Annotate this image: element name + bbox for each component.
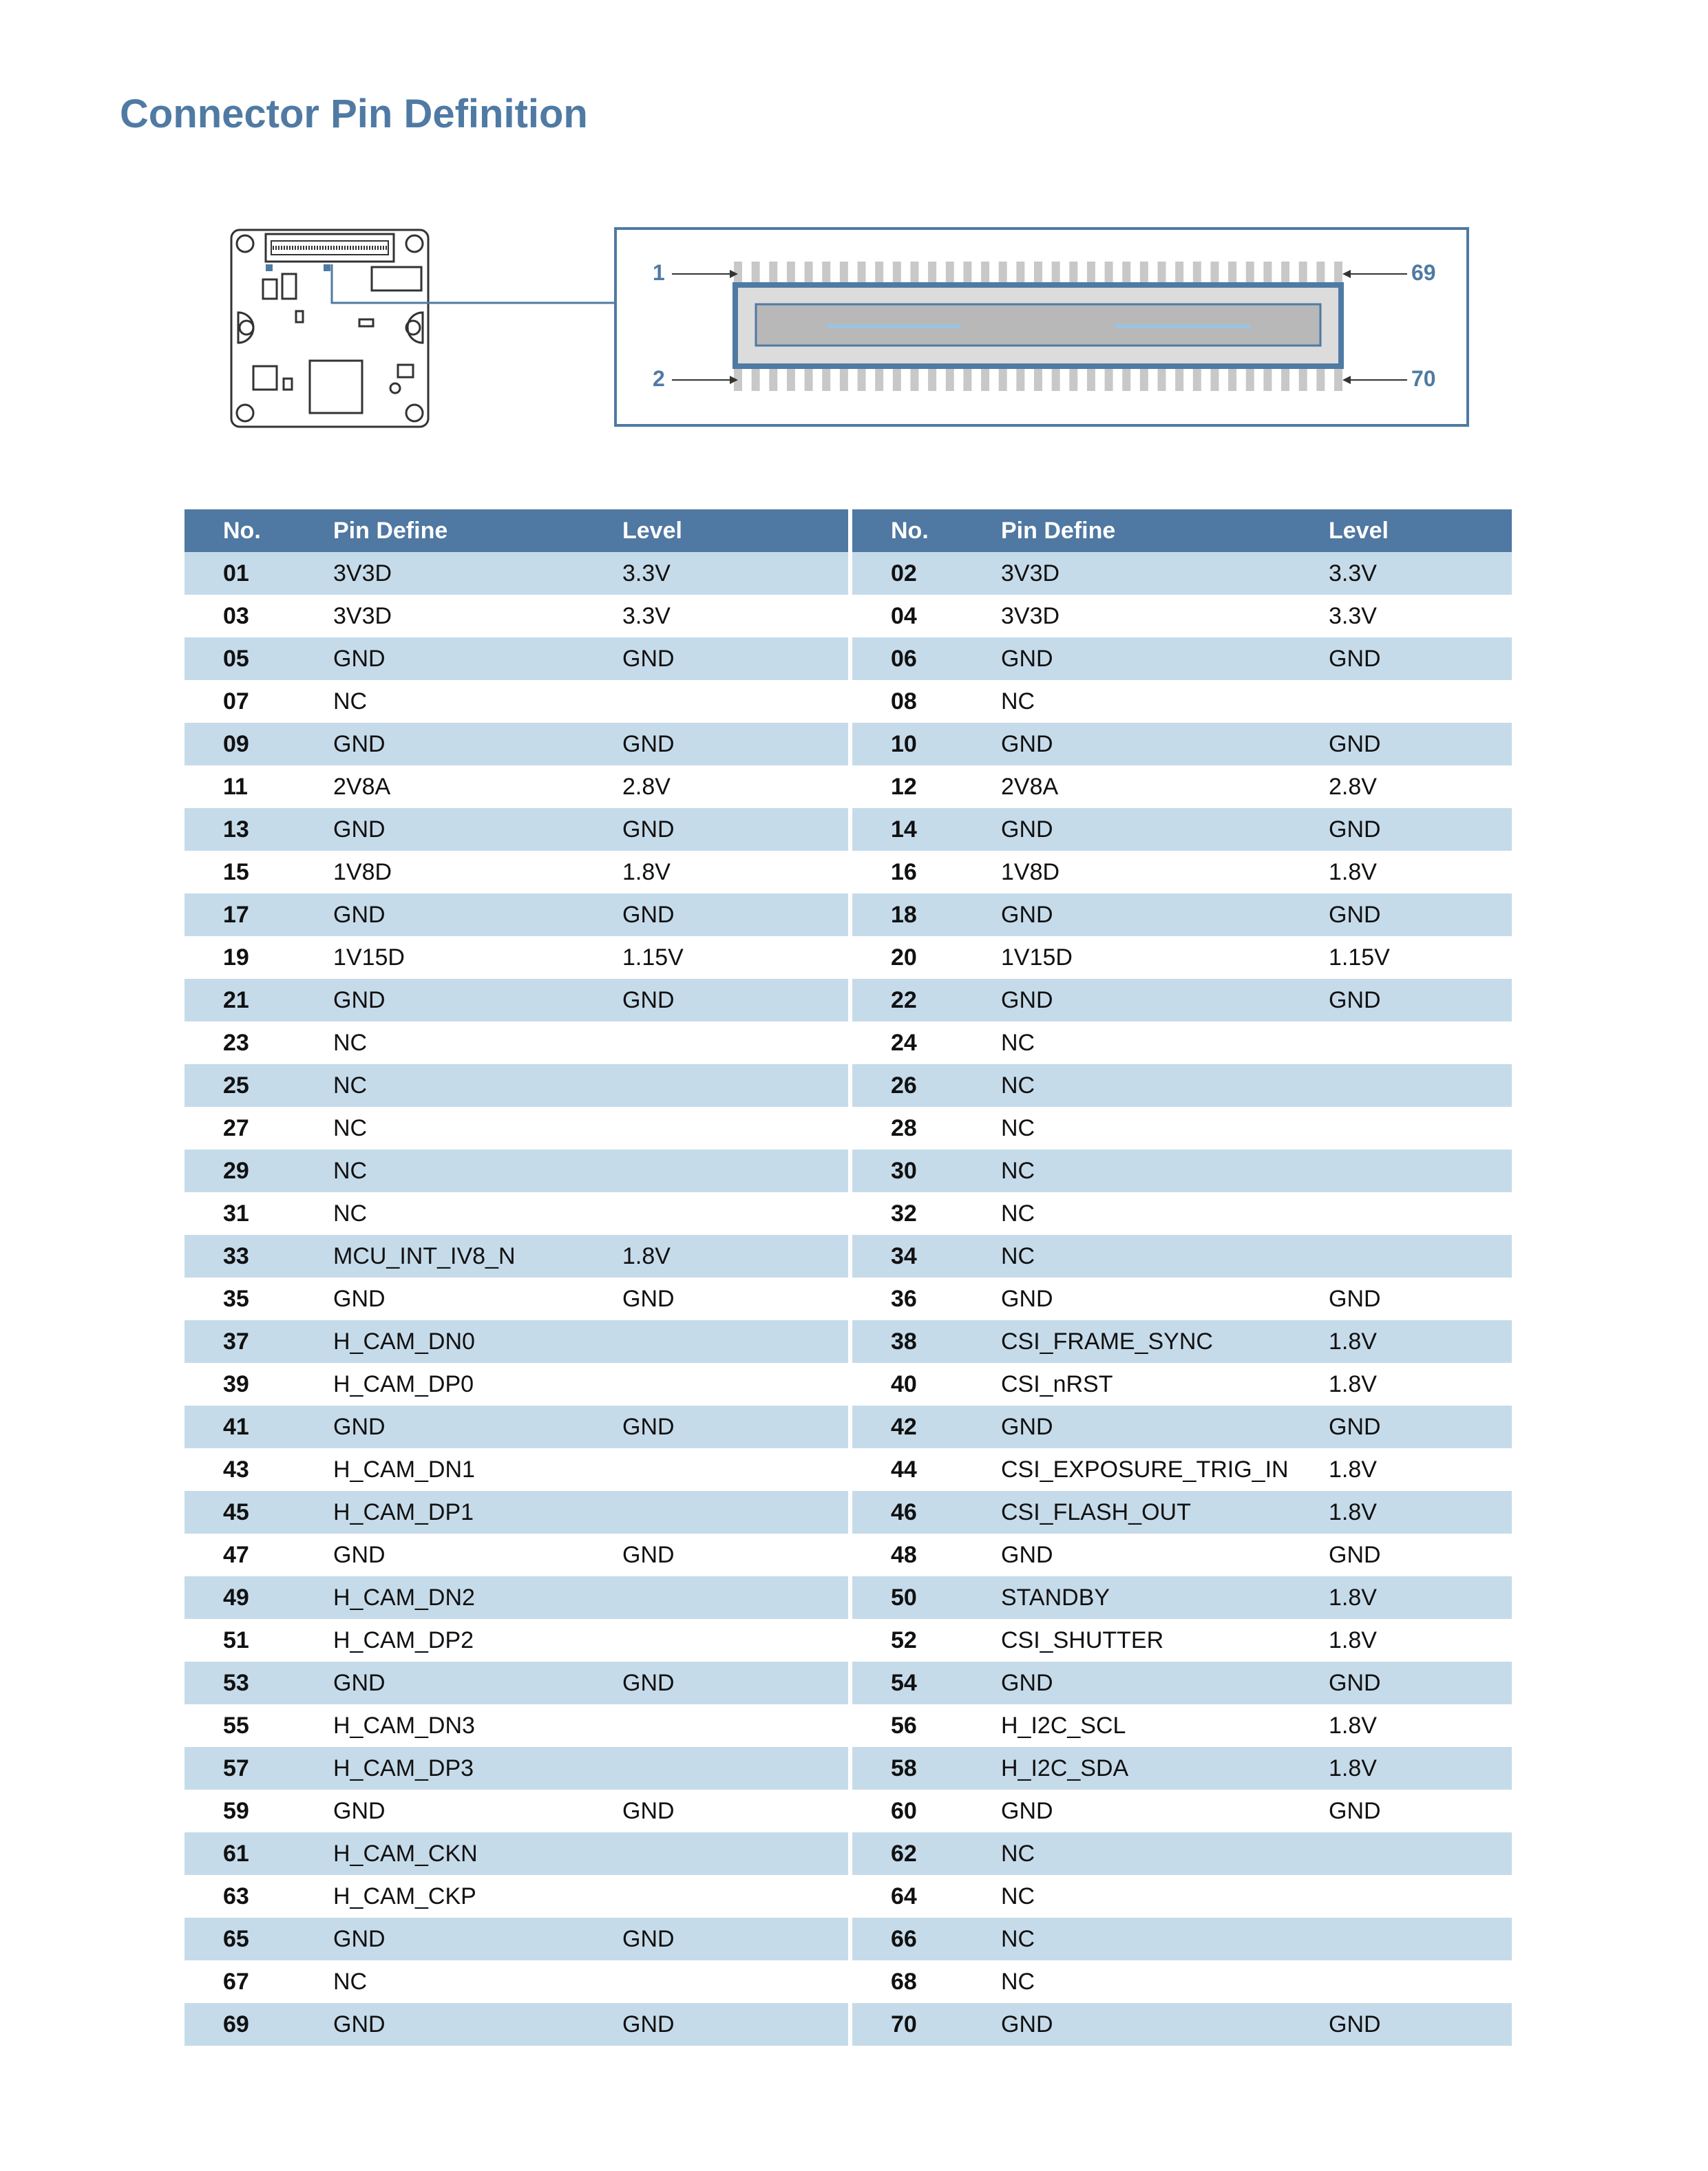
table-row bbox=[184, 1491, 1512, 1534]
pin-level-right: 1.8V bbox=[1329, 1448, 1512, 1491]
pin-level-right: 1.8V bbox=[1329, 1576, 1512, 1619]
table-row bbox=[184, 1704, 1512, 1747]
pin-definition-table bbox=[184, 509, 1512, 2046]
pin-define-right: CSI_FLASH_OUT bbox=[1001, 1491, 1329, 1534]
pin-number-left: 11 bbox=[184, 765, 333, 808]
header-pin-define-left: Pin Define bbox=[333, 509, 622, 552]
pin-level-left bbox=[622, 1064, 848, 1107]
pin-number-left: 51 bbox=[184, 1619, 333, 1662]
pin-define-right: NC bbox=[1001, 1875, 1329, 1918]
pin-define-left: H_CAM_CKN bbox=[333, 1832, 622, 1875]
pin-number-left: 45 bbox=[184, 1491, 333, 1534]
pin-level-right: 1.8V bbox=[1329, 1747, 1512, 1790]
connector-pin bbox=[752, 366, 760, 391]
pin-level-right: GND bbox=[1329, 1534, 1512, 1576]
table-row bbox=[184, 1363, 1512, 1406]
pin-level-left: GND bbox=[622, 2003, 848, 2046]
pin-level-right: GND bbox=[1329, 893, 1512, 936]
table-row bbox=[184, 936, 1512, 979]
connector-pin bbox=[840, 366, 848, 391]
pin-number-right: 28 bbox=[852, 1107, 1001, 1150]
pin-number-left: 43 bbox=[184, 1448, 333, 1491]
pin-level-right: 1.8V bbox=[1329, 1491, 1512, 1534]
pin-number-right: 18 bbox=[852, 893, 1001, 936]
pin-define-left: NC bbox=[333, 1021, 622, 1064]
pin-define-left: GND bbox=[333, 2003, 622, 2046]
pin-number-right: 40 bbox=[852, 1363, 1001, 1406]
pin-level-right bbox=[1329, 1021, 1512, 1064]
pin-number-right: 36 bbox=[852, 1278, 1001, 1320]
pin-number-left: 03 bbox=[184, 595, 333, 637]
pin-define-left: GND bbox=[333, 808, 622, 851]
pin-level-left bbox=[622, 1832, 848, 1875]
connector-detail-diagram bbox=[617, 230, 1466, 424]
pin-define-right: NC bbox=[1001, 680, 1329, 723]
pin-1-label: 1 bbox=[653, 260, 665, 285]
connector-pin bbox=[1246, 366, 1254, 391]
table-row bbox=[184, 1448, 1512, 1491]
pin-define-right: GND bbox=[1001, 979, 1329, 1021]
connector-pin bbox=[1034, 366, 1042, 391]
pin-define-right: GND bbox=[1001, 637, 1329, 680]
table-row bbox=[184, 637, 1512, 680]
table-row bbox=[184, 1619, 1512, 1662]
pin-number-left: 01 bbox=[184, 552, 333, 595]
pin-define-left: GND bbox=[333, 723, 622, 765]
pin-level-right bbox=[1329, 1064, 1512, 1107]
pin-number-right: 38 bbox=[852, 1320, 1001, 1363]
pin-number-left: 17 bbox=[184, 893, 333, 936]
pin-level-right bbox=[1329, 680, 1512, 723]
pin-define-left: NC bbox=[333, 1192, 622, 1235]
pin-number-right: 08 bbox=[852, 680, 1001, 723]
connector-pin bbox=[1281, 366, 1289, 391]
pin-level-left: 1.8V bbox=[622, 1235, 848, 1278]
connector-pin bbox=[875, 366, 883, 391]
pin-number-left: 25 bbox=[184, 1064, 333, 1107]
pin-define-right: GND bbox=[1001, 2003, 1329, 2046]
table-row bbox=[184, 1662, 1512, 1704]
pin-level-right bbox=[1329, 1107, 1512, 1150]
pin-number-left: 57 bbox=[184, 1747, 333, 1790]
pin-number-left: 13 bbox=[184, 808, 333, 851]
pin-level-left bbox=[622, 1363, 848, 1406]
pin-level-left: 2.8V bbox=[622, 765, 848, 808]
pin-level-left: GND bbox=[622, 808, 848, 851]
pin-define-left: GND bbox=[333, 1662, 622, 1704]
pin-level-right: GND bbox=[1329, 1406, 1512, 1448]
pin-level-right bbox=[1329, 1235, 1512, 1278]
connector-pin bbox=[981, 366, 989, 391]
connector-pins-bottom bbox=[734, 366, 1342, 391]
pin-define-right: 3V3D bbox=[1001, 552, 1329, 595]
pin-define-left: H_CAM_DN1 bbox=[333, 1448, 622, 1491]
pin-define-left: 2V8A bbox=[333, 765, 622, 808]
pin-level-left: GND bbox=[622, 637, 848, 680]
pin-number-left: 39 bbox=[184, 1363, 333, 1406]
connector-callout bbox=[614, 227, 1469, 427]
pin-level-right: GND bbox=[1329, 637, 1512, 680]
table-row bbox=[184, 680, 1512, 723]
pin-level-left bbox=[622, 1491, 848, 1534]
pin-number-left: 15 bbox=[184, 851, 333, 893]
pin-number-left: 29 bbox=[184, 1150, 333, 1192]
table-row bbox=[184, 808, 1512, 851]
pin-level-left: GND bbox=[622, 893, 848, 936]
table-row bbox=[184, 1406, 1512, 1448]
pin-level-left: 1.8V bbox=[622, 851, 848, 893]
connector-pin bbox=[822, 366, 830, 391]
pin-define-right: NC bbox=[1001, 1235, 1329, 1278]
pin-number-right: 12 bbox=[852, 765, 1001, 808]
pin-number-right: 22 bbox=[852, 979, 1001, 1021]
connector-pin bbox=[1069, 366, 1077, 391]
connector-pin bbox=[1228, 366, 1236, 391]
pin-level-right: GND bbox=[1329, 1662, 1512, 1704]
pin-number-left: 33 bbox=[184, 1235, 333, 1278]
connector-pin bbox=[787, 366, 795, 391]
table-row bbox=[184, 552, 1512, 595]
pin-level-left bbox=[622, 1320, 848, 1363]
pin-number-left: 23 bbox=[184, 1021, 333, 1064]
pin-number-left: 05 bbox=[184, 637, 333, 680]
pin-level-right: 1.15V bbox=[1329, 936, 1512, 979]
pin-number-left: 07 bbox=[184, 680, 333, 723]
header-no-right: No. bbox=[852, 509, 1001, 552]
header-no-left: No. bbox=[184, 509, 333, 552]
pin-number-right: 48 bbox=[852, 1534, 1001, 1576]
pin-number-right: 70 bbox=[852, 2003, 1001, 2046]
pin-number-right: 44 bbox=[852, 1448, 1001, 1491]
connector-pin bbox=[1158, 366, 1166, 391]
pin-number-right: 26 bbox=[852, 1064, 1001, 1107]
connector-pin bbox=[858, 366, 866, 391]
pin-level-left: GND bbox=[622, 1406, 848, 1448]
connector-pin bbox=[893, 366, 901, 391]
pin-number-left: 49 bbox=[184, 1576, 333, 1619]
table-row bbox=[184, 851, 1512, 893]
pin-number-right: 24 bbox=[852, 1021, 1001, 1064]
pin-number-left: 59 bbox=[184, 1790, 333, 1832]
pin-level-left: 1.15V bbox=[622, 936, 848, 979]
pin-define-right: GND bbox=[1001, 808, 1329, 851]
pin-level-right bbox=[1329, 1960, 1512, 2003]
pin-number-left: 67 bbox=[184, 1960, 333, 2003]
pin-define-right: CSI_SHUTTER bbox=[1001, 1619, 1329, 1662]
pin-number-right: 04 bbox=[852, 595, 1001, 637]
pin-number-left: 19 bbox=[184, 936, 333, 979]
pin-define-left: H_CAM_DN3 bbox=[333, 1704, 622, 1747]
pin-define-left: H_CAM_DP3 bbox=[333, 1747, 622, 1790]
pin-define-right: NC bbox=[1001, 1107, 1329, 1150]
pin-level-left bbox=[622, 680, 848, 723]
pin-number-left: 37 bbox=[184, 1320, 333, 1363]
pin-level-left: GND bbox=[622, 1918, 848, 1960]
table-row bbox=[184, 1235, 1512, 1278]
pin-define-right: GND bbox=[1001, 1278, 1329, 1320]
pin-define-right: H_I2C_SDA bbox=[1001, 1747, 1329, 1790]
pin-level-right: GND bbox=[1329, 1278, 1512, 1320]
table-row bbox=[184, 1960, 1512, 2003]
pin-define-left: H_CAM_DP0 bbox=[333, 1363, 622, 1406]
pin-define-right: CSI_EXPOSURE_TRIG_IN bbox=[1001, 1448, 1329, 1491]
pin-define-left: NC bbox=[333, 1150, 622, 1192]
pin-number-left: 69 bbox=[184, 2003, 333, 2046]
pin-level-right bbox=[1329, 1150, 1512, 1192]
table-row bbox=[184, 1918, 1512, 1960]
pin-define-left: GND bbox=[333, 1278, 622, 1320]
pin-level-left bbox=[622, 1960, 848, 2003]
pin-number-right: 34 bbox=[852, 1235, 1001, 1278]
table-row bbox=[184, 1278, 1512, 1320]
table-row bbox=[184, 1107, 1512, 1150]
table-row bbox=[184, 595, 1512, 637]
pin-level-right: 3.3V bbox=[1329, 595, 1512, 637]
pin-define-right: H_I2C_SCL bbox=[1001, 1704, 1329, 1747]
pin-number-left: 21 bbox=[184, 979, 333, 1021]
pin-number-right: 68 bbox=[852, 1960, 1001, 2003]
header-level-right: Level bbox=[1329, 509, 1512, 552]
pin-number-right: 60 bbox=[852, 1790, 1001, 1832]
pin-69-label: 69 bbox=[1411, 260, 1436, 285]
pin-level-right: GND bbox=[1329, 2003, 1512, 2046]
pin-level-left bbox=[622, 1107, 848, 1150]
pin-define-right: NC bbox=[1001, 1918, 1329, 1960]
pin-define-left: H_CAM_DP2 bbox=[333, 1619, 622, 1662]
connector-pin bbox=[999, 366, 1007, 391]
pin-number-right: 52 bbox=[852, 1619, 1001, 1662]
table-row bbox=[184, 893, 1512, 936]
table-row bbox=[184, 765, 1512, 808]
connector-pin bbox=[1316, 366, 1325, 391]
pin-define-left: H_CAM_DP1 bbox=[333, 1491, 622, 1534]
table-row bbox=[184, 1790, 1512, 1832]
pin-level-right: 1.8V bbox=[1329, 1320, 1512, 1363]
pin-level-left bbox=[622, 1704, 848, 1747]
connector-pin bbox=[1105, 366, 1113, 391]
pin-define-right: 1V8D bbox=[1001, 851, 1329, 893]
pin-define-right: CSI_FRAME_SYNC bbox=[1001, 1320, 1329, 1363]
pin-number-right: 42 bbox=[852, 1406, 1001, 1448]
pin-number-right: 16 bbox=[852, 851, 1001, 893]
pin-level-left bbox=[622, 1747, 848, 1790]
pin-define-left: NC bbox=[333, 1107, 622, 1150]
pin-define-right: GND bbox=[1001, 1534, 1329, 1576]
pin-level-right: GND bbox=[1329, 979, 1512, 1021]
table-row bbox=[184, 2003, 1512, 2046]
table-row bbox=[184, 1747, 1512, 1790]
pin-level-left: GND bbox=[622, 1662, 848, 1704]
pin-define-right: NC bbox=[1001, 1150, 1329, 1192]
page-title: Connector Pin Definition bbox=[120, 92, 588, 136]
connector-pin bbox=[805, 366, 813, 391]
table-row bbox=[184, 1576, 1512, 1619]
header-pin-define-right: Pin Define bbox=[1001, 509, 1329, 552]
connector-pin bbox=[1052, 366, 1060, 391]
table-row bbox=[184, 1192, 1512, 1235]
pin-define-left: MCU_INT_IV8_N bbox=[333, 1235, 622, 1278]
pin-number-right: 62 bbox=[852, 1832, 1001, 1875]
pin-define-left: 3V3D bbox=[333, 595, 622, 637]
pin-number-right: 54 bbox=[852, 1662, 1001, 1704]
pin-define-left: GND bbox=[333, 893, 622, 936]
table-row bbox=[184, 1875, 1512, 1918]
pin-number-right: 64 bbox=[852, 1875, 1001, 1918]
pin-define-left: GND bbox=[333, 1406, 622, 1448]
table-row bbox=[184, 1320, 1512, 1363]
connector-pin bbox=[769, 366, 777, 391]
connector-pin bbox=[1016, 366, 1024, 391]
pin-2-label: 2 bbox=[653, 366, 665, 391]
header-level-left: Level bbox=[622, 509, 848, 552]
pin-number-right: 58 bbox=[852, 1747, 1001, 1790]
pin-level-right bbox=[1329, 1192, 1512, 1235]
pin-define-right: 1V15D bbox=[1001, 936, 1329, 979]
pin-define-right: NC bbox=[1001, 1064, 1329, 1107]
pin-level-left: GND bbox=[622, 1790, 848, 1832]
pin-number-right: 46 bbox=[852, 1491, 1001, 1534]
connector-pin bbox=[1210, 366, 1219, 391]
table-row bbox=[184, 1150, 1512, 1192]
connector-pin bbox=[1087, 366, 1095, 391]
pin-number-right: 66 bbox=[852, 1918, 1001, 1960]
pin-level-right: 1.8V bbox=[1329, 1619, 1512, 1662]
table-row bbox=[184, 1021, 1512, 1064]
connector-pin bbox=[946, 366, 954, 391]
pin-level-left: GND bbox=[622, 723, 848, 765]
pin-define-right: 2V8A bbox=[1001, 765, 1329, 808]
pin-define-left: GND bbox=[333, 1790, 622, 1832]
pin-number-left: 61 bbox=[184, 1832, 333, 1875]
table-row bbox=[184, 979, 1512, 1021]
pin-define-left: NC bbox=[333, 1960, 622, 2003]
table-row bbox=[184, 723, 1512, 765]
connector-pin bbox=[1175, 366, 1183, 391]
pin-level-left bbox=[622, 1875, 848, 1918]
table-row bbox=[184, 1064, 1512, 1107]
pin-level-right: 3.3V bbox=[1329, 552, 1512, 595]
pin-define-left: NC bbox=[333, 680, 622, 723]
pin-level-left: GND bbox=[622, 1534, 848, 1576]
pin-level-right bbox=[1329, 1875, 1512, 1918]
pin-level-left bbox=[622, 1021, 848, 1064]
pin-number-right: 30 bbox=[852, 1150, 1001, 1192]
connector-pin bbox=[928, 366, 936, 391]
pin-level-right: GND bbox=[1329, 1790, 1512, 1832]
pin-define-left: H_CAM_DN0 bbox=[333, 1320, 622, 1363]
pin-level-left bbox=[622, 1576, 848, 1619]
pin-level-left bbox=[622, 1192, 848, 1235]
pin-number-left: 09 bbox=[184, 723, 333, 765]
connector-pin bbox=[1193, 366, 1201, 391]
connector-pin bbox=[1122, 366, 1130, 391]
pin-define-left: GND bbox=[333, 1534, 622, 1576]
pin-level-left bbox=[622, 1150, 848, 1192]
pin-number-right: 20 bbox=[852, 936, 1001, 979]
pin-number-right: 06 bbox=[852, 637, 1001, 680]
pin-level-left: GND bbox=[622, 1278, 848, 1320]
pin-define-left: NC bbox=[333, 1064, 622, 1107]
pin-define-right: NC bbox=[1001, 1960, 1329, 2003]
pin-level-right: 1.8V bbox=[1329, 851, 1512, 893]
pin-level-left: 3.3V bbox=[622, 552, 848, 595]
table-row bbox=[184, 1832, 1512, 1875]
table-row bbox=[184, 1534, 1512, 1576]
pin-level-right bbox=[1329, 1918, 1512, 1960]
pin-number-left: 41 bbox=[184, 1406, 333, 1448]
pin-number-right: 50 bbox=[852, 1576, 1001, 1619]
pin-number-left: 53 bbox=[184, 1662, 333, 1704]
pin-level-right: 2.8V bbox=[1329, 765, 1512, 808]
pin-number-right: 32 bbox=[852, 1192, 1001, 1235]
pin-define-right: GND bbox=[1001, 893, 1329, 936]
pin-define-right: GND bbox=[1001, 1406, 1329, 1448]
pin-define-right: NC bbox=[1001, 1192, 1329, 1235]
pin-level-left bbox=[622, 1619, 848, 1662]
pin-level-right: GND bbox=[1329, 723, 1512, 765]
pin-level-right bbox=[1329, 1832, 1512, 1875]
pin-number-left: 63 bbox=[184, 1875, 333, 1918]
pin-define-left: 1V8D bbox=[333, 851, 622, 893]
pin-define-right: STANDBY bbox=[1001, 1576, 1329, 1619]
connector-pin bbox=[1263, 366, 1272, 391]
pin-number-right: 02 bbox=[852, 552, 1001, 595]
pin-define-left: H_CAM_DN2 bbox=[333, 1576, 622, 1619]
connector-pin bbox=[1299, 366, 1307, 391]
pin-number-left: 55 bbox=[184, 1704, 333, 1747]
pin-level-left: GND bbox=[622, 979, 848, 1021]
connector-pin bbox=[1334, 366, 1342, 391]
pin-define-right: GND bbox=[1001, 723, 1329, 765]
pin-define-left: 1V15D bbox=[333, 936, 622, 979]
connector-pin bbox=[1140, 366, 1148, 391]
pin-level-right: GND bbox=[1329, 808, 1512, 851]
pin-define-right: CSI_nRST bbox=[1001, 1363, 1329, 1406]
pin-level-right: 1.8V bbox=[1329, 1363, 1512, 1406]
pin-number-left: 35 bbox=[184, 1278, 333, 1320]
connector-pin bbox=[910, 366, 918, 391]
pin-define-right: GND bbox=[1001, 1790, 1329, 1832]
pin-define-right: NC bbox=[1001, 1832, 1329, 1875]
pin-number-left: 47 bbox=[184, 1534, 333, 1576]
pin-define-left: 3V3D bbox=[333, 552, 622, 595]
pin-number-left: 65 bbox=[184, 1918, 333, 1960]
pin-define-left: H_CAM_CKP bbox=[333, 1875, 622, 1918]
pin-define-right: 3V3D bbox=[1001, 595, 1329, 637]
pin-level-left: 3.3V bbox=[622, 595, 848, 637]
pin-number-right: 56 bbox=[852, 1704, 1001, 1747]
pin-number-left: 27 bbox=[184, 1107, 333, 1150]
pin-define-left: GND bbox=[333, 979, 622, 1021]
pin-define-left: GND bbox=[333, 1918, 622, 1960]
pin-70-label: 70 bbox=[1411, 366, 1436, 391]
pin-number-right: 14 bbox=[852, 808, 1001, 851]
table-header-row bbox=[184, 509, 1512, 552]
pin-level-left bbox=[622, 1448, 848, 1491]
pin-number-left: 31 bbox=[184, 1192, 333, 1235]
pin-define-right: GND bbox=[1001, 1662, 1329, 1704]
pin-level-right: 1.8V bbox=[1329, 1704, 1512, 1747]
pin-number-right: 10 bbox=[852, 723, 1001, 765]
pin-define-right: NC bbox=[1001, 1021, 1329, 1064]
pin-define-left: GND bbox=[333, 637, 622, 680]
connector-pin bbox=[963, 366, 971, 391]
